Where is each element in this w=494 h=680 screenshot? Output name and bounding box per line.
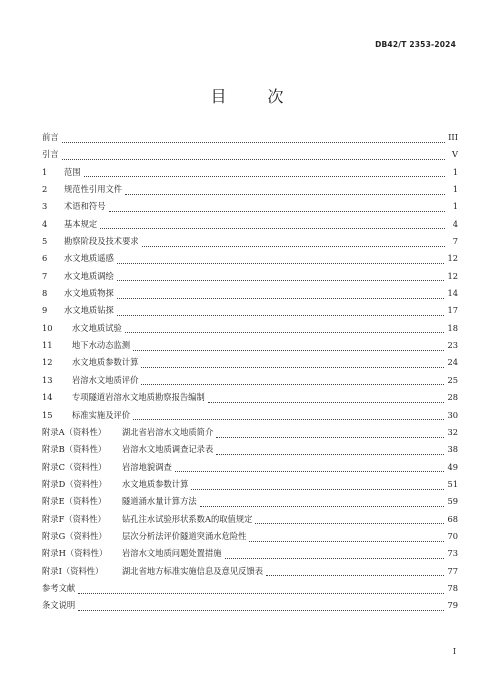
dot-leader [266,574,444,576]
toc-entry[interactable] [42,148,458,165]
toc-page-number: 17 [447,305,458,316]
toc-page-number: 23 [447,340,458,351]
dot-leader [117,297,445,299]
toc-entry[interactable] [42,166,458,183]
dot-leader [117,314,445,316]
toc-section-number: 9 [42,305,48,316]
toc-page-number: 1 [452,166,458,177]
standard-code: DB42/T 2353-2024 [375,40,456,49]
toc-appendix-number: 附录C（资料性） [42,461,107,472]
dot-leader [84,175,445,177]
toc-entry[interactable] [42,131,458,148]
page-title: 目 次 [210,87,302,106]
toc-section-number: 4 [42,218,48,229]
toc-section-number: 7 [42,270,48,281]
toc-page-number: 68 [447,513,458,524]
toc-appendix-number: 附录D（资料性） [42,478,107,489]
table-of-contents [42,131,458,617]
toc-entry[interactable] [42,565,458,582]
toc-entry-label: 水文地质参数计算 [72,357,139,368]
toc-entry[interactable] [42,461,458,478]
toc-page-number: 78 [447,582,458,593]
toc-entry[interactable] [42,200,458,217]
toc-entry[interactable] [42,530,458,547]
toc-page-number: 12 [447,270,458,281]
toc-entry[interactable] [42,339,458,356]
toc-section-number: 10 [42,322,53,333]
toc-entry[interactable] [42,495,458,512]
toc-entry-label: 范围 [64,166,81,177]
toc-entry[interactable] [42,391,458,408]
toc-page-number: 25 [447,374,458,385]
toc-entry-label: 湖北省岩溶水文地质简介 [122,426,214,437]
toc-section-number: 1 [42,166,48,177]
dot-leader [175,470,445,472]
dot-leader [62,141,445,143]
toc-section-number: 5 [42,236,48,247]
toc-page-number: 59 [447,496,458,507]
toc-entry[interactable] [42,287,458,304]
toc-entry-label: 基本规定 [64,218,98,229]
dot-leader [100,227,445,229]
toc-entry-label: 岩溶水文地质调查记录表 [122,444,214,455]
toc-entry-label: 水文地质试验 [72,322,122,333]
toc-entry[interactable] [42,513,458,530]
toc-section-number: 14 [42,392,53,403]
toc-page-number: 77 [447,565,458,576]
page-number: I [452,647,456,656]
toc-entry-label: 隧道涌水量计算方法 [122,496,197,507]
toc-entry-label: 水文地质物探 [64,288,114,299]
toc-page-number: 70 [447,530,458,541]
toc-page-number: III [448,132,458,142]
dot-leader [225,557,445,559]
toc-entry[interactable] [42,218,458,235]
toc-appendix-number: 附录I（资料性） [42,565,104,576]
toc-section-number: 8 [42,288,48,299]
dot-leader [117,262,445,264]
dot-leader [191,488,444,490]
toc-entry[interactable] [42,478,458,495]
toc-entry-label: 引言 [42,149,59,160]
toc-page-number: 30 [447,409,458,420]
toc-entry[interactable] [42,409,458,426]
toc-entry-label: 术语和符号 [64,201,106,212]
toc-page-number: 79 [447,600,458,611]
toc-section-number: 13 [42,374,53,385]
toc-page-number: 1 [452,201,458,212]
toc-page-number: 7 [452,236,458,247]
toc-entry[interactable] [42,582,458,599]
toc-entry-label: 水文地质钻探 [64,305,114,316]
dot-leader [142,245,445,247]
toc-entry-label: 水文地质调绘 [64,270,114,281]
dot-leader [141,366,444,368]
toc-page-number: 18 [447,322,458,333]
toc-appendix-number: 附录H（资料性） [42,548,108,559]
toc-appendix-number: 附录B（资料性） [42,444,107,455]
dot-leader [200,505,445,507]
toc-entry-label: 岩溶水文地质问题处置措施 [122,548,222,559]
toc-entry-label: 参考文献 [42,582,76,593]
toc-appendix-number: 附录G（资料性） [42,530,107,541]
dot-leader [78,592,444,594]
dot-leader [133,349,444,351]
toc-page-number: V [452,149,458,160]
toc-entry-label: 专项隧道岩溶水文地质勘察报告编制 [72,392,205,403]
toc-entry[interactable] [42,356,458,373]
toc-appendix-number: 附录E（资料性） [42,496,107,507]
toc-entry-label: 湖北省地方标准实施信息及意见反馈表 [122,565,264,576]
toc-entry-label: 勘察阶段及技术要求 [64,236,139,247]
toc-section-number: 11 [42,340,53,351]
toc-appendix-number: 附录A（资料性） [42,426,107,437]
toc-entry-label: 前言 [42,132,59,142]
dot-leader [255,522,444,524]
dot-leader [125,193,445,195]
toc-entry-label: 规范性引用文件 [64,184,123,195]
toc-entry-label: 层次分析法评价隧道突涌水危险性 [122,530,247,541]
toc-entry-label: 标准实施及评价 [72,409,131,420]
toc-entry-label: 岩溶地貌调查 [122,461,172,472]
dot-leader [109,210,446,212]
toc-appendix-number: 附录F（资料性） [42,513,106,524]
toc-entry[interactable] [42,304,458,321]
toc-entry[interactable] [42,426,458,443]
toc-page-number: 32 [447,426,458,437]
toc-entry[interactable] [42,599,458,616]
toc-page-number: 73 [447,548,458,559]
toc-entry-label: 地下水动态监测 [72,340,131,351]
toc-section-number: 2 [42,184,48,195]
toc-entry-label: 条文说明 [42,600,76,611]
dot-leader [216,453,444,455]
toc-entry-label: 水文地质遥感 [64,253,114,264]
dot-leader [216,436,444,438]
toc-page-number: 1 [452,184,458,195]
toc-page-number: 51 [447,478,458,489]
toc-page-number: 38 [447,444,458,455]
dot-leader [249,540,444,542]
dot-leader [117,279,445,281]
toc-entry-label: 水文地质参数计算 [122,478,189,489]
toc-page-number: 49 [447,461,458,472]
toc-section-number: 15 [42,409,53,420]
toc-section-number: 6 [42,253,48,264]
toc-entry-label: 岩溶水文地质评价 [72,374,139,385]
dot-leader [78,609,444,611]
toc-entry[interactable] [42,252,458,269]
toc-entry[interactable] [42,235,458,252]
toc-entry[interactable] [42,443,458,460]
dot-leader [133,418,444,420]
dot-leader [62,158,445,160]
dot-leader [141,383,444,385]
toc-entry[interactable] [42,547,458,564]
toc-page-number: 4 [452,218,458,229]
dot-leader [125,331,445,333]
toc-page-number: 28 [447,392,458,403]
toc-entry[interactable] [42,270,458,287]
dot-leader [208,401,445,403]
toc-entry[interactable] [42,374,458,391]
toc-entry-label: 钻孔注水试验形状系数A的取值规定 [122,513,253,524]
toc-page-number: 14 [447,288,458,299]
toc-section-number: 12 [42,357,53,368]
toc-entry[interactable] [42,322,458,339]
toc-section-number: 3 [42,201,48,212]
toc-page-number: 12 [447,253,458,264]
toc-page-number: 24 [447,357,458,368]
toc-entry[interactable] [42,183,458,200]
